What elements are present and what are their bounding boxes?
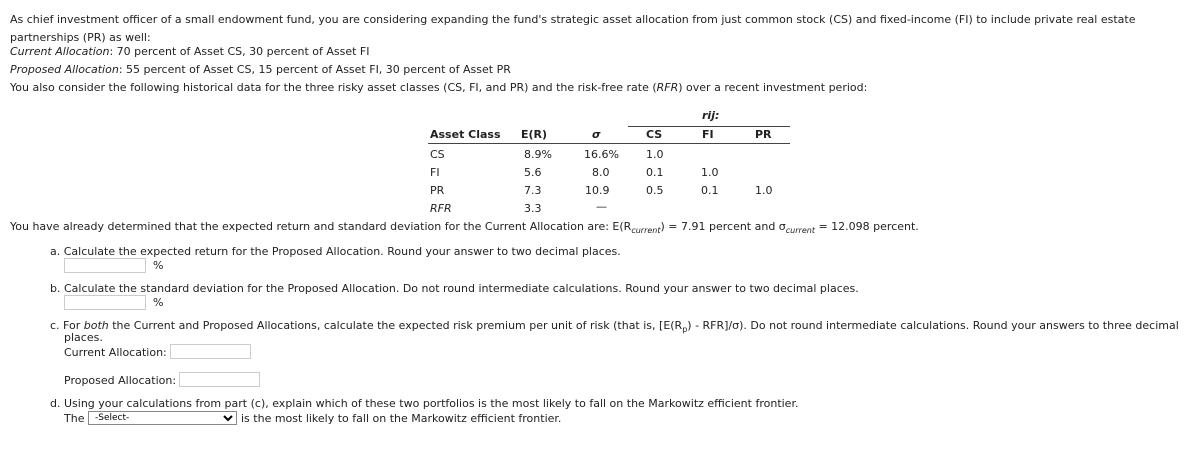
row-rfr-sigma: — [596,200,607,213]
answer-b-input[interactable] [64,295,146,310]
row-cs-name: CS [430,148,445,161]
summary-sub-current-2: current [785,226,815,236]
summary-line [10,220,919,235]
col-asset-class: Asset Class [430,128,501,141]
rij-header: rij: [702,109,720,122]
current-allocation-answer-label: Current Allocation: [64,346,167,359]
col-fi: FI [702,128,714,141]
current-allocation-text: : 70 percent of Asset CS, 30 percent of Asset FI [109,45,370,58]
question-c-end: ) - RFR]/σ). Do not round intermediate calculations. Round your answers to three decimal [687,319,1179,332]
proposed-allocation-label: Proposed Allocation [10,63,119,76]
intro-paragraph: As chief investment officer of a small endowment fund, you are considering expanding the fund's strategic asset allocation from just common stock (CS) and fixed-income (FI) to include private real estate partnerships (PR) as well: [10,13,1136,44]
answer-a-input[interactable] [64,258,146,273]
row-pr-name: PR [430,184,445,197]
question-b: b. Calculate the standard deviation for the Proposed Allocation. Do not round intermediate calculations. Round your answer to two decimal places. [50,282,859,295]
row-fi-cs: 0.1 [646,166,664,179]
rij-rule [628,126,790,127]
header-rule [428,143,790,144]
question-c-both: both [83,319,109,332]
data-intro-tail: ) over a recent investment period: [678,81,868,94]
current-allocation-input[interactable] [170,344,251,359]
answer-b-percent: % [153,296,164,309]
row-pr-er: 7.3 [524,184,542,197]
row-fi-name: FI [430,166,440,179]
question-c [50,319,1179,334]
portfolio-select[interactable] [88,411,237,425]
summary-sub-current-1: current [631,226,661,236]
proposed-allocation-input[interactable] [179,372,260,387]
row-fi-fi: 1.0 [701,166,719,179]
question-d-tail: is the most likely to fall on the Markowitz efficient frontier. [241,412,562,425]
answer-a-percent: % [153,259,164,272]
row-cs-sigma: 16.6% [584,148,619,161]
question-d-the: The [64,412,85,425]
proposed-allocation-line [10,63,511,76]
summary-text-b: ) = 7.91 percent and σ [660,220,786,233]
current-allocation-label: Current Allocation [10,45,110,58]
data-intro-line [10,81,867,94]
rfr-abbrev: RFR [656,81,679,94]
current-allocation-line [10,45,369,58]
summary-text-c: = 12.098 percent. [814,220,919,233]
question-a: a. Calculate the expected return for the Proposed Allocation. Round your answer to two decimal places. [50,245,621,258]
question-c-post: the Current and Proposed Allocations, calculate the expected risk premium per unit of risk (that is, [E(R [108,319,683,332]
row-pr-pr: 1.0 [755,184,773,197]
row-pr-sigma: 10.9 [585,184,610,197]
row-pr-fi: 0.1 [701,184,719,197]
col-cs: CS [646,128,663,141]
proposed-allocation-answer-label: Proposed Allocation: [64,374,177,387]
question-c-line2: places. [64,331,103,344]
row-rfr-er: 3.3 [524,202,542,215]
row-cs-cs: 1.0 [646,148,664,161]
question-c-sub: p [682,325,688,335]
col-er: E(R) [521,128,548,141]
proposed-allocation-text: : 55 percent of Asset CS, 15 percent of Asset FI, 30 percent of Asset PR [118,63,511,76]
question-d: d. Using your calculations from part (c), explain which of these two portfolios is the most likely to fall on the Markowitz efficient frontier. [50,397,799,410]
col-pr: PR [755,128,772,141]
data-intro-text: You also consider the following historical data for the three risky asset classes (CS, FI, and PR) and the risk-free rate ( [10,81,657,94]
row-rfr-name: RFR [430,202,452,215]
row-fi-sigma: 8.0 [592,166,610,179]
question-c-pre: c. For [50,319,84,332]
row-cs-er: 8.9% [524,148,552,161]
row-fi-er: 5.6 [524,166,542,179]
row-pr-cs: 0.5 [646,184,664,197]
col-sigma: σ [592,128,601,141]
summary-text-a: You have already determined that the expected return and standard deviation for the Current Allocation are: E(R [10,220,632,233]
